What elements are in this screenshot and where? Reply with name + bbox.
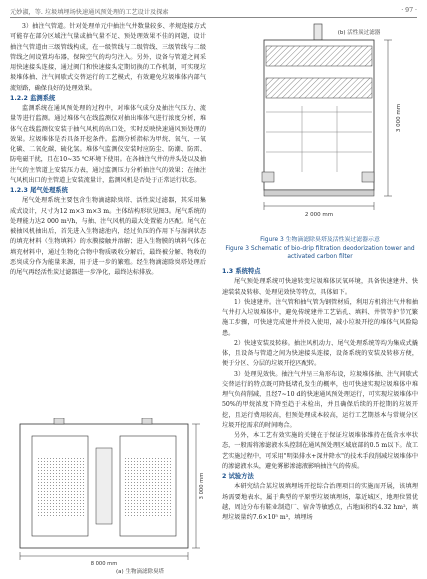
- filter-inlet-pipe: [262, 172, 274, 182]
- filter-media-layer-middle: [266, 78, 372, 98]
- section-heading-method: 2 试验方法: [222, 473, 254, 480]
- filter-outlet-pipe: [362, 172, 374, 182]
- paragraph-quick-effect: 3）处理见效快。抽注气井呈三角形布设，垃圾堆体抽、注气间歇式交替运行的特点既可降低堵孔发生的概率，也可快速实现垃圾堆体中堆埋气负荷削减，且经7~10 d的快速通风预处理运行，可实现垃圾堆体中50%的甲烷浓度下降至趋于未检出，并且确保后续的开挖期的垃圾开挖，且运行费用较高，但预处理成本较高，运行工艺期基本与常规分区垃圾开挖需求的时间吻合。: [222, 370, 418, 429]
- page-number: · 97 ·: [401, 7, 417, 14]
- section-heading-features: 1.3 系统特点: [222, 268, 261, 275]
- figure-caption: [222, 236, 418, 262]
- subfigure-caption-a: (a) 生物滴滤除臭塔: [116, 569, 164, 575]
- activated-carbon-filter-figure: [222, 22, 418, 234]
- paragraph-exhaust-pipes: 3）抽注气管道。针对处理单元中抽注气井数量较多、孝规连接方式可能存在部分区域注气量或抽气量不足、预处理效果不佳的问题，设计抽注气管道由三级管线构成，在一级管线与二级管线、三级管线与二级管线之间设置均布器，保障空气的均匀注入。另外，设备与管道之间采用快速接头连接，通过阀门和快速接头定期切换的工作机制，可实现垃圾堆体抽、注气间歇式交替运行的工艺模式，有效避免垃圾堆体内部气流短路，确保良好的处理效果。: [10, 23, 206, 92]
- tower-height-dimension-label: 3 000 mm: [199, 472, 205, 500]
- tower-top-pipe-right: [142, 418, 152, 424]
- tower-top-pipe-left: [54, 418, 64, 424]
- filter-top-pipe: [314, 24, 322, 40]
- running-header-title: 元妙淑，等. 垃圾填埋场快速通风预处理的工艺设计及探索: [10, 9, 169, 16]
- figure-caption-en-2: activated carbon filter: [287, 254, 353, 260]
- tower-media-left: [36, 458, 84, 518]
- width-dimension-label: 2 000 mm: [304, 212, 334, 218]
- right-column: [222, 267, 418, 523]
- left-column: [10, 22, 206, 278]
- tower-center-pipe: [96, 448, 112, 524]
- section-heading-monitoring: 1.2.2 监测系统: [10, 94, 56, 102]
- paragraph-leachate: 另外，本工艺有效实施的关键在于保证垃圾堆体维持在低含水率状态，一般需将渗滤液水头控制在通风预处理区域底部的0.5 m以下。故工艺实施过程中，可采用"明渠排水+深井降水"的技术手段削减垃圾堆体中的渗滤液水头，避免雾影渗滤液影响抽注气的传质。: [222, 432, 418, 470]
- height-dimension-label: 3 000 mm: [396, 103, 402, 133]
- paragraph-tail-gas: 尾气处理系统主要包含生物滴滤除臭塔、活性炭过滤器，其采用集成式设计，尺寸为12 m×3 m×3 m。主体结构形状见图3。尾气系统的处理能力达2 000 m³/h，与抽、注气风机的最大处置能力匹配。尾气在被抽风机抽出后，首先进入生物滤池内，经过负压的作用下与湿润状态的填充材料（生物填料）的水膜接触并溶解；进入生物膜的填料气体在填充材料中，通过生物化合物中物质吸收分解后，最终被分解、物收的恶臭成分作为能量来源，用于进一步的繁殖。经生物滴滤除臭塔处理后的尾气再经活性炭过滤器进一步净化，最终达标排放。: [10, 197, 206, 276]
- section-heading-tail-gas: 1.2.3 尾气处理系统: [10, 187, 68, 194]
- paragraph-monitoring: 监测系统在通风预处理的过程中，对堆体气成分及抽注气压力、流量等进行监测。通过堆体气在线监测仪对抽出堆体气进行浓度分析，堆体气在线监测仪安装于抽气风机的出口处，实时反映快速通风预处理的效果。垃圾堆体是否具备开挖条件。监测分析指标为甲烷、氧气、一氧化碳、二氧化碳、硫化氢。堆体气监测仪安装时应防尘、防潮、防雷、防电磁干扰，且在10~35 ℃环境下使用。在各抽注气井的井头处以及抽注气的主管道上安装压力表，通过监测压力分析抽注气的效果；在抽注气风机出口的主管道上安装流量计，监测风机是否处于正常运行状态。: [10, 105, 206, 184]
- filter-media-layer-top: [266, 46, 372, 66]
- tower-media-right: [124, 458, 172, 518]
- figure-caption-en-1: Figure 3 Schematic of bio-drip filtration deodorization tower and: [225, 245, 415, 252]
- figure-caption-cn: Figure 3 生物滴滤除臭塔及活性炭过滤器示意: [260, 237, 380, 243]
- paragraph-features-intro: 尾气预处理系统可快速转变垃圾堆体厌氧环境，具备快速建井、快速装装及转移、处理见效快等特点，具体如下。: [222, 278, 418, 296]
- running-header: [10, 5, 417, 18]
- subfigure-caption-b: (b) 活性炭过滤器: [337, 30, 381, 36]
- biodrip-tower-figure: [10, 418, 206, 576]
- filter-base: [264, 190, 374, 196]
- paragraph-fast-well: 1）快速建井。注气管和抽气管为钢管材质，利用方机将注气井和抽气井打入垃圾堆体中，避免传统建井工艺钻孔、填料、井管等护节冗繁施工步骤，可快速完成建井并投入使用，减小垃圾开挖的堆体气风险隐患。: [222, 298, 418, 337]
- paragraph-method: 本研究结合某垃圾填埋场开挖综合治理项目的实施而开展，该填埋场需要地表水，属于典型的平原型垃圾填埋场，靠近城区，地理位置优越，周边分布有鞋业制造厂、宿舍等敏感点，占地面积约4.32 hm²，填埋垃圾量约7.6×10⁵ m³，填埋场: [222, 483, 418, 521]
- paragraph-fast-install: 2）快速安装及转移。抽注风机动力、尾气处理系统等均为集成式撬体，且设备与管道之间为快速接头连接，设备系统的安装及转移方便，便于分区、分层的垃圾开挖匹配转。: [222, 339, 418, 368]
- tower-width-dimension-label: 8 000 mm: [90, 561, 118, 567]
